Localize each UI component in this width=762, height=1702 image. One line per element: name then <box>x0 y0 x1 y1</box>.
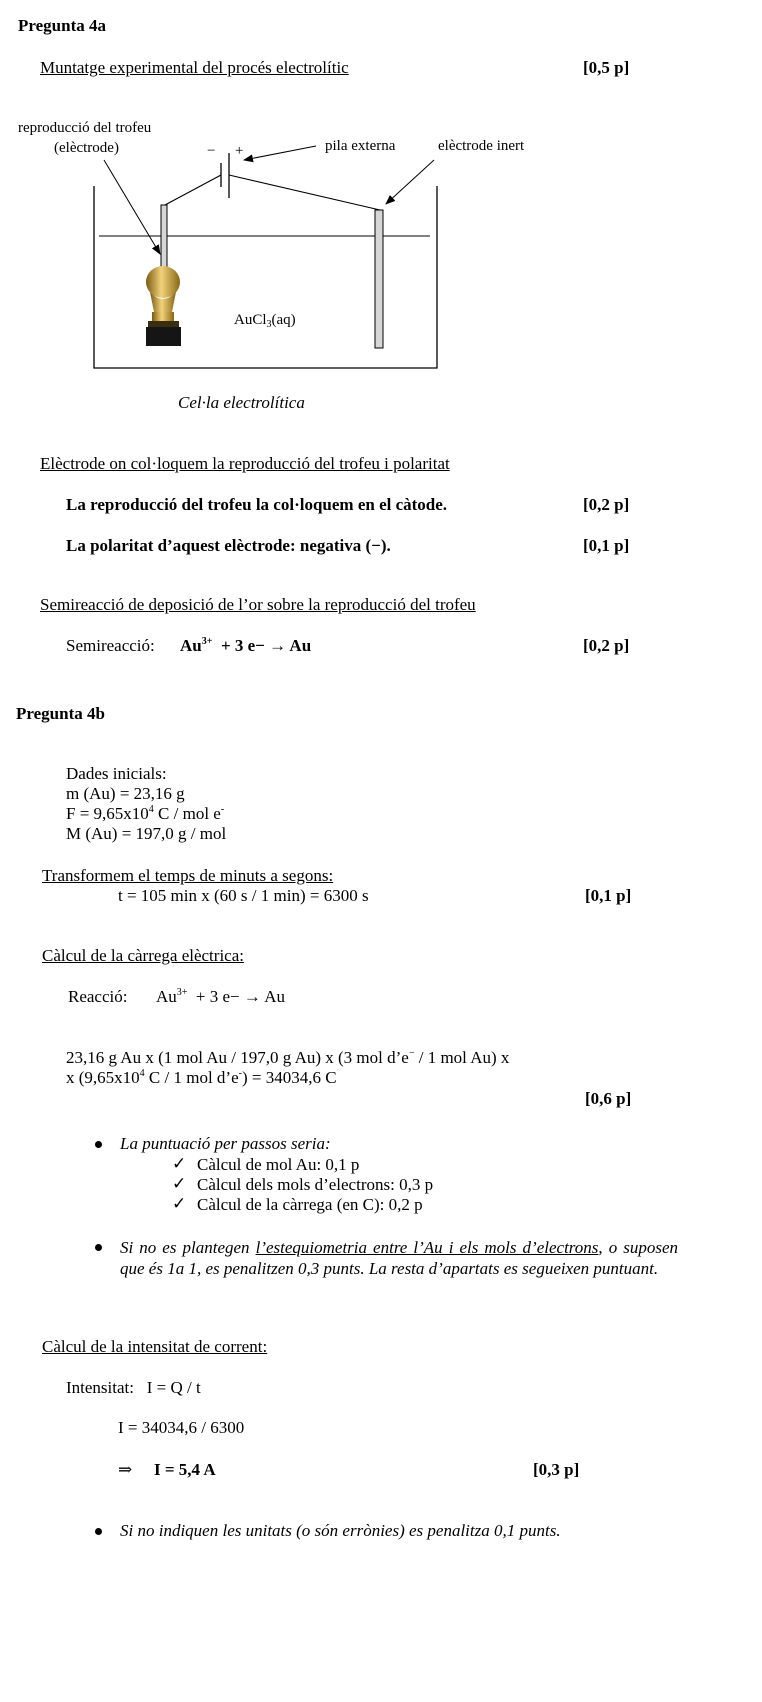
check-icon: ✓ <box>172 1174 187 1193</box>
heading-4a: Pregunta 4a <box>18 16 106 35</box>
charge-reaction-label: Reacció: <box>68 987 128 1006</box>
charge-title: Càlcul de la càrrega elèctrica: <box>42 946 244 965</box>
setup-points: [0,5 p] <box>583 58 630 77</box>
charge-calc-line2: x ($9,65x10^4$ C / 1 mol d’e-) = 34034,6 C <box>66 1068 337 1087</box>
battery-plus: + <box>235 143 244 159</box>
label-trophy: reproducció del trofeu <box>18 120 152 136</box>
electrode-cathode-points: [0,2 p] <box>583 495 630 514</box>
beaker <box>94 186 437 368</box>
label-trophy-electrode: (elèctrode) <box>54 140 119 156</box>
current-formula: Intensitat: I = Q / t <box>66 1378 201 1397</box>
setup-title: Muntatge experimental del procés electrolític <box>40 58 349 77</box>
electrode-polarity-points: [0,1 p] <box>583 536 630 555</box>
wire-left <box>165 175 221 205</box>
initial-faraday: $F = 9,65x10^4$ C / mol e- <box>66 804 225 823</box>
bullet-icon <box>95 1244 102 1251</box>
initial-molar-mass: M (Au) = 197,0 g / mol <box>66 824 227 843</box>
electrode-polarity-line: La polaritat d’aquest elèctrode: negativa (−). <box>66 536 391 555</box>
arrow-battery <box>244 146 316 160</box>
trophy-image <box>146 266 181 346</box>
charge-points: [0,6 p] <box>585 1089 632 1108</box>
wire-right <box>229 175 380 210</box>
electrode-cathode-line: La reproducció del trofeu la col·loquem en el càtode. <box>66 495 448 514</box>
current-title: Càlcul de la intensitat de corrent: <box>42 1337 268 1356</box>
half-reaction-points: [0,2 p] <box>583 636 630 655</box>
half-reaction-title: Semireacció de deposició de l’or sobre la reproducció del trofeu <box>40 595 476 614</box>
check-item-mol-electrons: Càlcul dels mols d’electrons: 0,3 p <box>197 1175 434 1194</box>
current-points: [0,3 p] <box>533 1460 580 1479</box>
trophy-electrode-rod <box>161 205 167 267</box>
stoichiometry-note: Si no es plantegen l’estequiometria entre l’Au i els mols d’electrons, o suposen que és 1a 1, es penalitzen 0,3 punts. La resta d’apartats es segueixen puntuant. <box>120 1238 679 1278</box>
charge-calc-line1: 23,16 g Au x (1 mol Au / 197,0 g Au) x (3 mol d’e− / 1 mol Au) x <box>66 1048 510 1067</box>
label-inert-electrode: elèctrode inert <box>438 138 525 154</box>
current-calc: I = 34034,6 / 6300 <box>118 1418 245 1437</box>
arrow-inert <box>386 160 434 204</box>
label-battery: pila externa <box>325 138 396 154</box>
initial-mass: m (Au) = 23,16 g <box>66 784 185 803</box>
electrode-title: Elèctrode on col·loquem la reproducció del trofeu i polaritat <box>40 454 450 473</box>
electrolytic-cell-diagram <box>0 0 762 440</box>
charge-reaction: $Au^{3+} + 3$ e− → Au <box>156 987 285 1006</box>
scoring-intro: La puntuació per passos seria: <box>120 1134 331 1153</box>
solution-label: AuCl$_3$(aq) <box>234 312 296 330</box>
check-item-mol-au: Càlcul de mol Au: 0,1 p <box>197 1155 360 1174</box>
battery-minus: − <box>207 143 216 159</box>
half-reaction-equation: $Au^{3+} + 3$ e− → Au <box>180 636 312 655</box>
inert-electrode-rod <box>375 210 383 348</box>
time-title: Transformem el temps de minuts a segons: <box>42 866 334 885</box>
initial-data-title: Dades inicials: <box>66 764 167 783</box>
current-result: I = 5,4 A <box>154 1460 216 1479</box>
check-icon: ✓ <box>172 1194 187 1213</box>
half-reaction-label: Semireacció: <box>66 636 155 655</box>
bullet-icon <box>95 1141 102 1148</box>
check-item-charge: Càlcul de la càrrega (en C): 0,2 p <box>197 1195 423 1214</box>
heading-4b: Pregunta 4b <box>16 704 105 723</box>
time-calc: t = 105 min x (60 s / 1 min) = 6300 s <box>118 886 369 905</box>
implies-icon: ⇒ <box>118 1460 133 1479</box>
bullet-icon <box>95 1528 102 1535</box>
diagram-caption: Cel·la electrolítica <box>178 393 305 412</box>
units-note: Si no indiquen les unitats (o són errònies) es penalitza 0,1 punts. <box>120 1521 561 1540</box>
check-icon: ✓ <box>172 1154 187 1173</box>
time-points: [0,1 p] <box>585 886 632 905</box>
arrow-trophy <box>104 160 160 254</box>
